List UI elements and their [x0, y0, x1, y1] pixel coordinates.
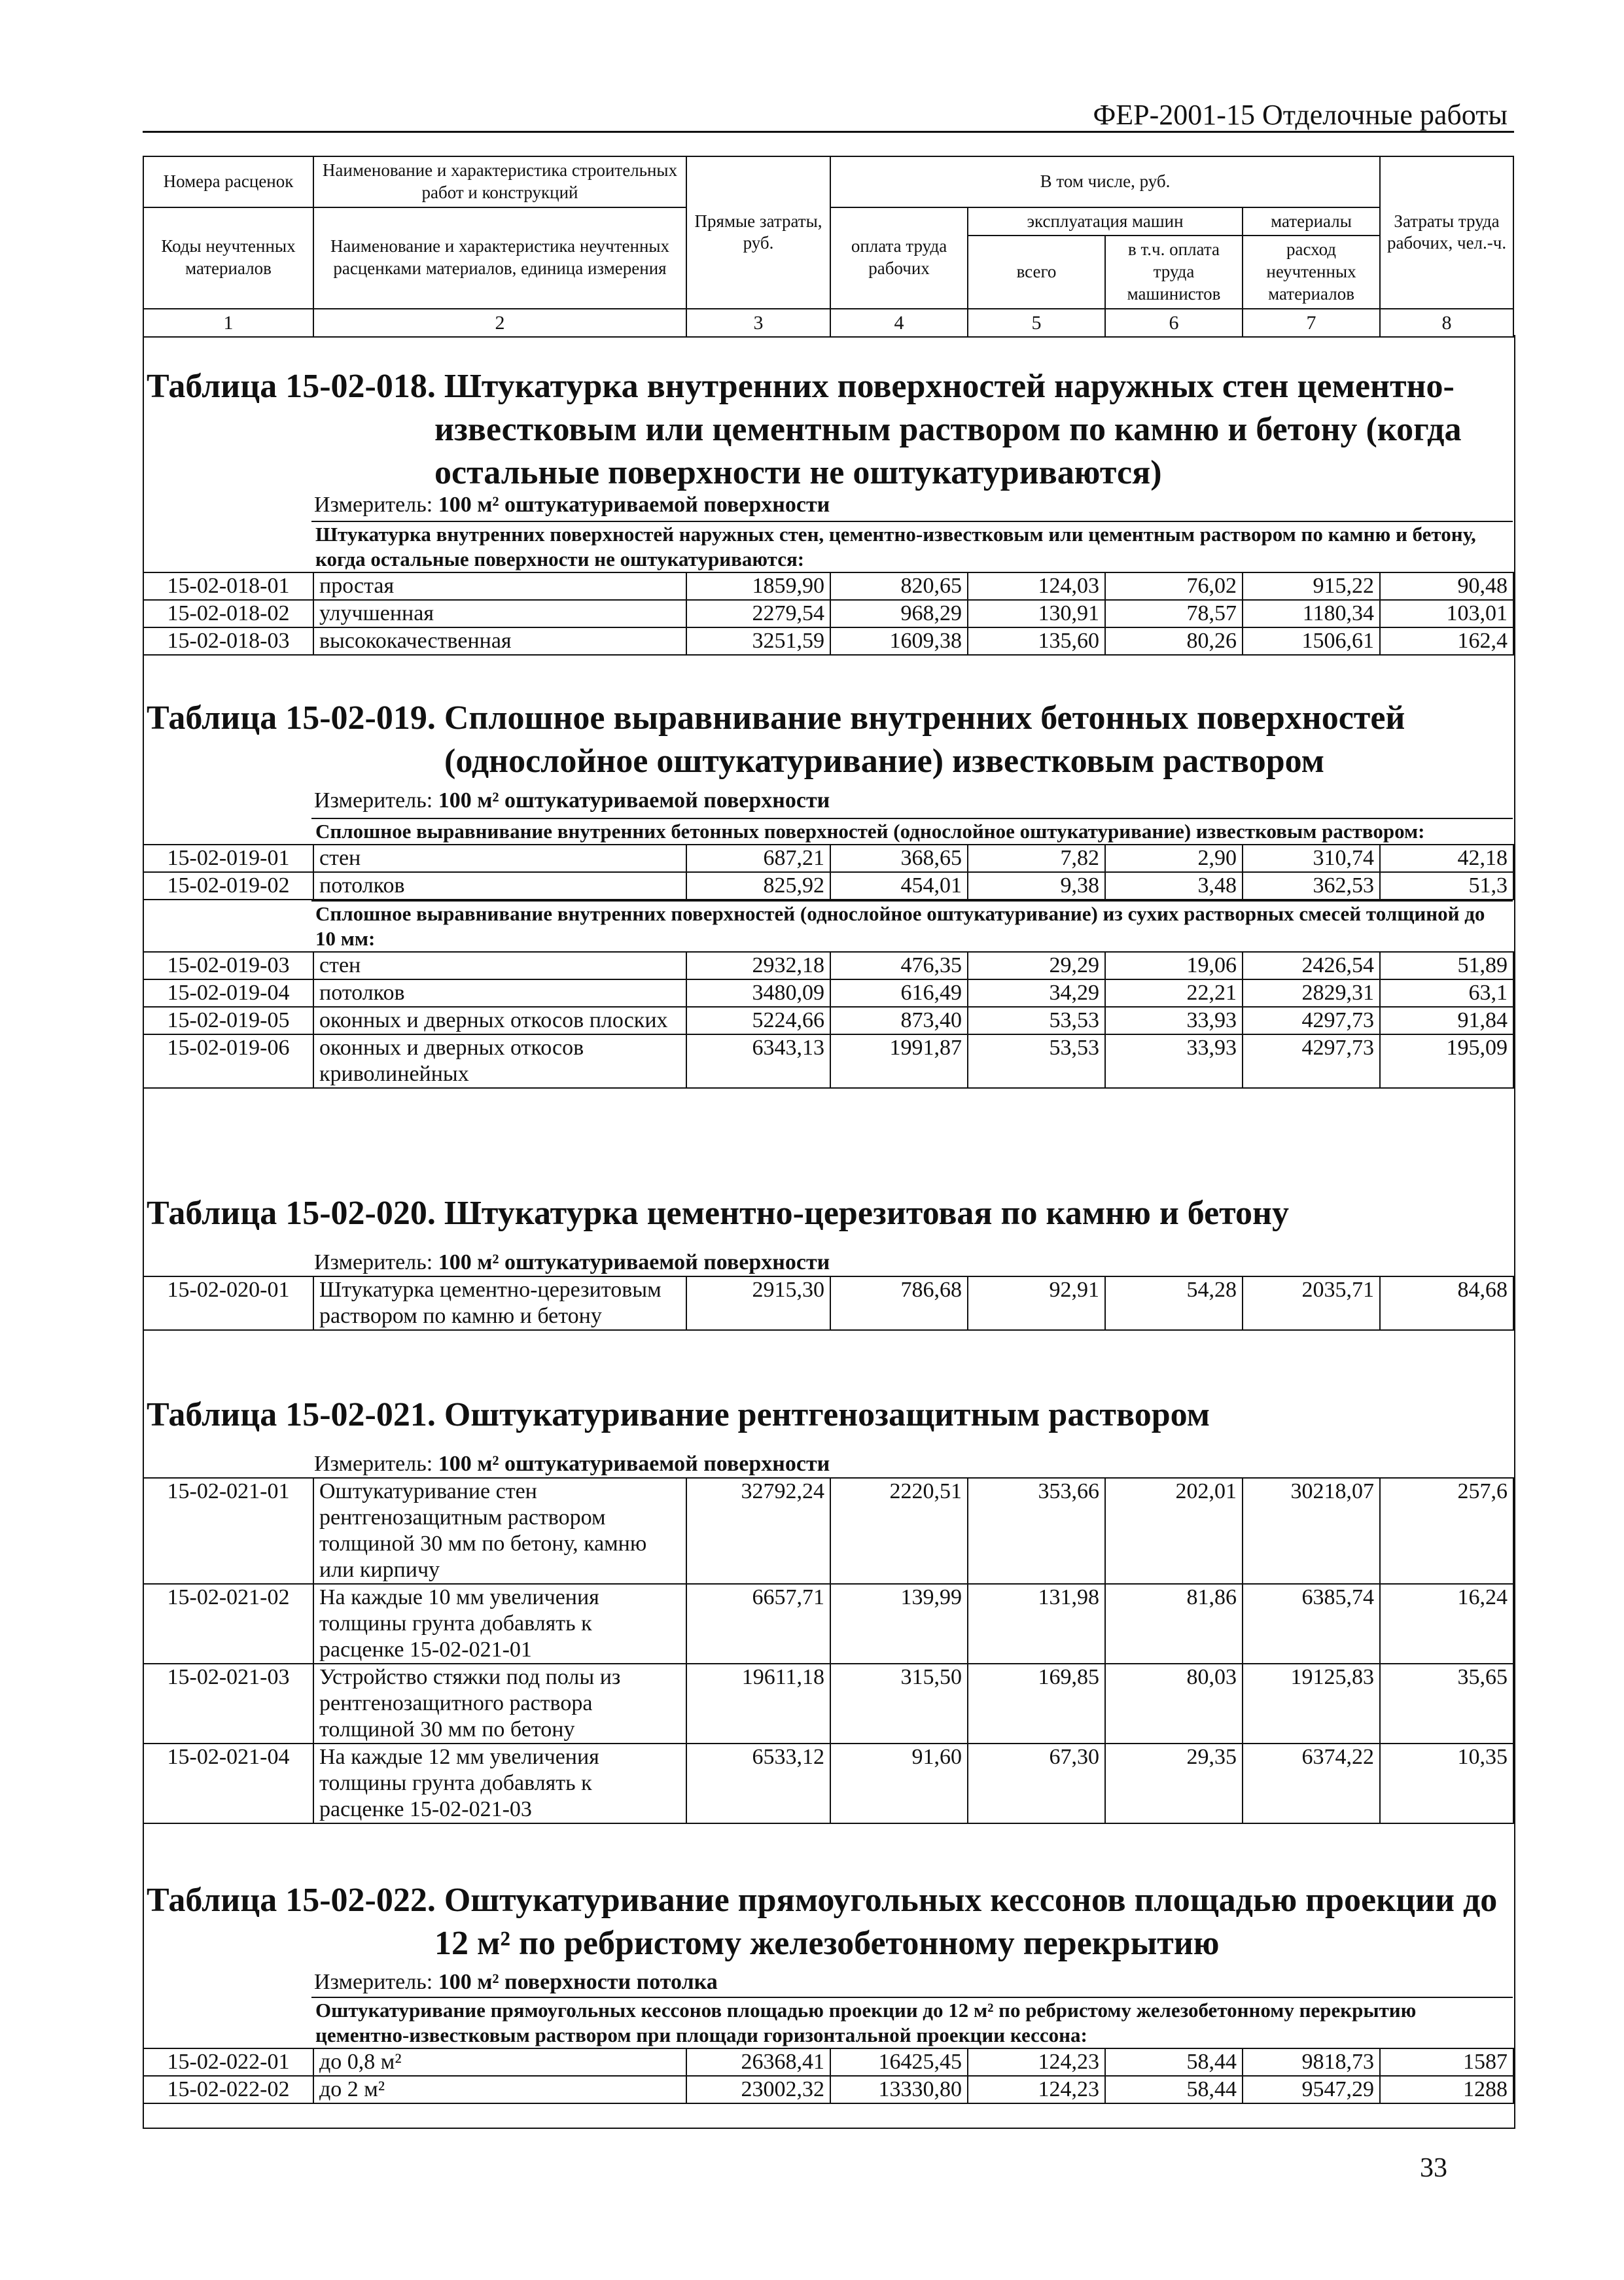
col-num-2: 2: [313, 309, 686, 338]
unit-label: Измеритель:: [314, 788, 438, 813]
cell-mach-labor: 58,44: [1105, 2076, 1243, 2103]
cell-code: 15-02-022-01: [143, 2048, 313, 2076]
unit-value: 100 м² оштукатуриваемой поверхности: [438, 493, 830, 517]
cell-direct: 26368,41: [686, 2048, 830, 2076]
table-row: [143, 572, 1513, 600]
unit-value: 100 м² оштукатуриваемой поверхности: [438, 1452, 830, 1476]
unit-label: Измеритель:: [314, 1970, 438, 1994]
cell-labor: 1609,38: [830, 627, 968, 655]
cell-mach: 131,98: [968, 1584, 1105, 1664]
cell-labor: 2220,51: [830, 1478, 968, 1584]
unit-label: Измеритель:: [314, 493, 438, 517]
cell-mach: 92,91: [968, 1276, 1105, 1330]
table-row: [143, 1478, 1513, 1584]
table-020-title: [147, 1192, 1289, 1235]
cell-hours: 1288: [1380, 2076, 1513, 2103]
cell-mach: 9,38: [968, 872, 1105, 900]
table-019-unit: [314, 788, 830, 814]
table-row: [143, 1034, 1513, 1088]
cell-name: Устройство стяжки под полы из рентгенозащитного раствора толщиной 30 мм по бетону: [313, 1664, 686, 1744]
cell-mach-labor: 22,21: [1105, 979, 1243, 1007]
cell-mach: 353,66: [968, 1478, 1105, 1584]
cell-mach-labor: 54,28: [1105, 1276, 1243, 1330]
cell-hours: 195,09: [1380, 1034, 1513, 1088]
cell-direct: 32792,24: [686, 1478, 830, 1584]
table-row: [143, 2076, 1513, 2103]
cell-labor: 1991,87: [830, 1034, 968, 1088]
group-heading: Сплошное выравнивание внутренних бетонных поверхностей (однослойное оштукатуривание) известковым раствором:: [311, 818, 1513, 844]
cell-mat: 4297,73: [1243, 1034, 1380, 1088]
table-018-title: [147, 365, 1461, 495]
cell-direct: 23002,32: [686, 2076, 830, 2103]
col-num-5: 5: [968, 309, 1105, 338]
title-line: Таблица 15-02-022. Оштукатуривание прямоугольных кессонов площадью проекции до: [147, 1882, 1498, 1919]
col-2-top: Наименование и характеристика строительных работ и конструкций: [313, 156, 686, 207]
title-line: остальные поверхности не оштукатуриваются): [434, 454, 1162, 491]
cell-code: 15-02-019-02: [143, 872, 313, 900]
cell-mach: 124,23: [968, 2076, 1105, 2103]
cell-code: 15-02-020-01: [143, 1276, 313, 1330]
cell-mach: 124,03: [968, 572, 1105, 600]
table-021-title: [147, 1394, 1210, 1437]
col-num-8: 8: [1380, 309, 1513, 338]
cell-labor: 786,68: [830, 1276, 968, 1330]
cell-labor: 16425,45: [830, 2048, 968, 2076]
table-018-unit: [314, 492, 830, 518]
group-heading: Штукатурка внутренних поверхностей наружных стен, цементно-известковым или цементным раствором по камню и бетону, когда остальные поверхности не оштукатуриваются:: [311, 521, 1513, 572]
table-row: [143, 872, 1513, 900]
cell-mach: 130,91: [968, 600, 1105, 627]
group-machines: эксплуатация машин: [968, 207, 1243, 236]
cell-labor: 368,65: [830, 845, 968, 872]
cell-name: Оштукатуривание стен рентгенозащитным раствором толщиной 30 мм по бетону, камню или кирпичу: [313, 1478, 686, 1584]
unit-value: 100 м² оштукатуриваемой поверхности: [438, 1250, 830, 1274]
table-row: [143, 2048, 1513, 2076]
title-line: известковым или цементным раствором по камню и бетону (когда: [434, 411, 1462, 448]
col-7: расход неучтенных материалов: [1243, 236, 1380, 308]
cell-direct: 3251,59: [686, 627, 830, 655]
cell-name: потолков: [313, 872, 686, 900]
cell-code: 15-02-019-01: [143, 845, 313, 872]
cell-labor: 91,60: [830, 1744, 968, 1823]
header-rule: [143, 131, 1514, 133]
cell-mat: 30218,07: [1243, 1478, 1380, 1584]
cell-mach-labor: 19,06: [1105, 952, 1243, 979]
table-020-unit: [314, 1250, 830, 1276]
cell-direct: 2279,54: [686, 600, 830, 627]
cell-mat: 2829,31: [1243, 979, 1380, 1007]
table-row: [143, 952, 1513, 979]
cell-hours: 16,24: [1380, 1584, 1513, 1664]
cell-mat: 19125,83: [1243, 1664, 1380, 1744]
cell-hours: 35,65: [1380, 1664, 1513, 1744]
table-row: [143, 1584, 1513, 1664]
cell-mach-labor: 3,48: [1105, 872, 1243, 900]
cell-direct: 687,21: [686, 845, 830, 872]
cell-labor: 454,01: [830, 872, 968, 900]
table-021-rows: [143, 1477, 1514, 1824]
cell-direct: 2915,30: [686, 1276, 830, 1330]
cell-code: 15-02-019-05: [143, 1007, 313, 1034]
cell-hours: 42,18: [1380, 845, 1513, 872]
cell-labor: 820,65: [830, 572, 968, 600]
col-num-3: 3: [686, 309, 830, 338]
table-020-rows: [143, 1276, 1514, 1331]
table-row: [143, 1276, 1513, 1330]
cell-labor: 139,99: [830, 1584, 968, 1664]
group-materials: материалы: [1243, 207, 1380, 236]
table-row: [143, 600, 1513, 627]
cell-mach-labor: 81,86: [1105, 1584, 1243, 1664]
col-num-4: 4: [830, 309, 968, 338]
table-022-body: [143, 1997, 1513, 2104]
cell-mach-labor: 33,93: [1105, 1034, 1243, 1088]
col-num-6: 6: [1105, 309, 1243, 338]
cell-mach: 67,30: [968, 1744, 1105, 1823]
table-020-body: [143, 1276, 1513, 1331]
unit-value: 100 м² оштукатуриваемой поверхности: [438, 788, 830, 813]
cell-mach: 135,60: [968, 627, 1105, 655]
cell-name: Штукатурка цементно-церезитовым раствором по камню и бетону: [313, 1276, 686, 1330]
cell-mach-labor: 33,93: [1105, 1007, 1243, 1034]
cell-code: 15-02-018-03: [143, 627, 313, 655]
table-018-rows: [143, 572, 1514, 656]
cell-name: стен: [313, 952, 686, 979]
table-019-body: [143, 818, 1513, 1089]
col-2-bottom: Наименование и характеристика неучтенных расценками материалов, единица измерения: [313, 207, 686, 309]
cell-mach: 53,53: [968, 1034, 1105, 1088]
title-line: Таблица 15-02-018. Штукатурка внутренних поверхностей наружных стен цементно-: [147, 368, 1455, 405]
cell-mach: 7,82: [968, 845, 1105, 872]
cell-name: потолков: [313, 979, 686, 1007]
cell-labor: 476,35: [830, 952, 968, 979]
running-header: ФЕР-2001-15 Отделочные работы: [1093, 99, 1508, 131]
cell-code: 15-02-022-02: [143, 2076, 313, 2103]
cell-mach: 29,29: [968, 952, 1105, 979]
table-021-unit: [314, 1451, 830, 1477]
cell-mat: 2426,54: [1243, 952, 1380, 979]
cell-mat: 6374,22: [1243, 1744, 1380, 1823]
table-row: [143, 1744, 1513, 1823]
cell-name: На каждые 10 мм увеличения толщины грунта добавлять к расценке 15-02-021-01: [313, 1584, 686, 1664]
cell-direct: 6343,13: [686, 1034, 830, 1088]
cell-direct: 1859,90: [686, 572, 830, 600]
cell-code: 15-02-021-03: [143, 1664, 313, 1744]
title-line: Таблица 15-02-021. Оштукатуривание рентгенозащитным раствором: [147, 1396, 1210, 1433]
cell-name: простая: [313, 572, 686, 600]
col-num-7: 7: [1243, 309, 1380, 338]
cell-hours: 162,4: [1380, 627, 1513, 655]
table-row: [143, 845, 1513, 872]
cell-hours: 84,68: [1380, 1276, 1513, 1330]
cell-name: оконных и дверных откосов плоских: [313, 1007, 686, 1034]
table-022-rows: [143, 2048, 1514, 2104]
column-header-table: [143, 156, 1514, 338]
group-incl: В том числе, руб.: [830, 156, 1380, 207]
cell-mat: 9818,73: [1243, 2048, 1380, 2076]
cell-mach-labor: 78,57: [1105, 600, 1243, 627]
col-1-top: Номера расценок: [143, 156, 313, 207]
cell-labor: 315,50: [830, 1664, 968, 1744]
cell-hours: 63,1: [1380, 979, 1513, 1007]
cell-hours: 90,48: [1380, 572, 1513, 600]
cell-labor: 13330,80: [830, 2076, 968, 2103]
cell-code: 15-02-019-03: [143, 952, 313, 979]
cell-mach-labor: 29,35: [1105, 1744, 1243, 1823]
table-019-rows-a: [143, 844, 1514, 900]
cell-mat: 310,74: [1243, 845, 1380, 872]
group-heading: Оштукатуривание прямоугольных кессонов площадью проекции до 12 м² по ребристому железобетонному перекрытию цементно-известковым раствором при площади горизонтальной проекции кессона:: [311, 1997, 1513, 2048]
cell-labor: 968,29: [830, 600, 968, 627]
cell-hours: 10,35: [1380, 1744, 1513, 1823]
table-019-title: [147, 697, 1405, 783]
cell-mat: 9547,29: [1243, 2076, 1380, 2103]
cell-direct: 19611,18: [686, 1664, 830, 1744]
table-row: [143, 1007, 1513, 1034]
cell-mat: 362,53: [1243, 872, 1380, 900]
cell-mat: 4297,73: [1243, 1007, 1380, 1034]
cell-name: оконных и дверных откосов криволинейных: [313, 1034, 686, 1088]
cell-name: На каждые 12 мм увеличения толщины грунта добавлять к расценке 15-02-021-03: [313, 1744, 686, 1823]
cell-code: 15-02-019-06: [143, 1034, 313, 1088]
cell-mach: 169,85: [968, 1664, 1105, 1744]
cell-hours: 51,89: [1380, 952, 1513, 979]
col-1-bottom: Коды неучтенных материалов: [143, 207, 313, 309]
col-4: оплата труда рабочих: [830, 207, 968, 309]
cell-code: 15-02-019-04: [143, 979, 313, 1007]
page-number: 33: [1420, 2153, 1447, 2183]
cell-hours: 103,01: [1380, 600, 1513, 627]
col-5: всего: [968, 236, 1105, 308]
title-line: Таблица 15-02-019. Сплошное выравнивание внутренних бетонных поверхностей: [147, 699, 1405, 737]
cell-mach-labor: 80,26: [1105, 627, 1243, 655]
cell-direct: 6657,71: [686, 1584, 830, 1664]
cell-mat: 2035,71: [1243, 1276, 1380, 1330]
cell-direct: 3480,09: [686, 979, 830, 1007]
cell-code: 15-02-021-02: [143, 1584, 313, 1664]
col-num-1: 1: [143, 309, 313, 338]
cell-labor: 873,40: [830, 1007, 968, 1034]
cell-direct: 2932,18: [686, 952, 830, 979]
cell-mat: 6385,74: [1243, 1584, 1380, 1664]
unit-value: 100 м² поверхности потолка: [438, 1970, 718, 1994]
cell-name: высококачественная: [313, 627, 686, 655]
cell-mach-labor: 80,03: [1105, 1664, 1243, 1744]
cell-mat: 1180,34: [1243, 600, 1380, 627]
cell-direct: 5224,66: [686, 1007, 830, 1034]
table-row: [143, 1664, 1513, 1744]
title-line: 12 м² по ребристому железобетонному перекрытию: [434, 1925, 1220, 1962]
cell-code: 15-02-021-04: [143, 1744, 313, 1823]
cell-code: 15-02-021-01: [143, 1478, 313, 1584]
cell-code: 15-02-018-01: [143, 572, 313, 600]
table-row: [143, 979, 1513, 1007]
cell-mat: 1506,61: [1243, 627, 1380, 655]
cell-hours: 1587: [1380, 2048, 1513, 2076]
cell-direct: 6533,12: [686, 1744, 830, 1823]
cell-mach: 34,29: [968, 979, 1105, 1007]
cell-mach: 124,23: [968, 2048, 1105, 2076]
table-022-unit: [314, 1969, 718, 1995]
table-018-body: [143, 521, 1513, 656]
cell-mach-labor: 202,01: [1105, 1478, 1243, 1584]
title-line: (однослойное оштукатуривание) известковым раствором: [444, 743, 1325, 780]
cell-mach-labor: 76,02: [1105, 572, 1243, 600]
unit-label: Измеритель:: [314, 1452, 438, 1476]
cell-name: до 2 м²: [313, 2076, 686, 2103]
cell-hours: 51,3: [1380, 872, 1513, 900]
cell-mach: 53,53: [968, 1007, 1105, 1034]
cell-mat: 915,22: [1243, 572, 1380, 600]
table-019-rows-b: [143, 951, 1514, 1089]
cell-labor: 616,49: [830, 979, 968, 1007]
col-6: в т.ч. оплата труда машинистов: [1105, 236, 1243, 308]
table-022-title: [147, 1879, 1497, 1965]
cell-name: стен: [313, 845, 686, 872]
cell-name: улучшенная: [313, 600, 686, 627]
cell-name: до 0,8 м²: [313, 2048, 686, 2076]
cell-hours: 257,6: [1380, 1478, 1513, 1584]
cell-code: 15-02-018-02: [143, 600, 313, 627]
group-heading: Сплошное выравнивание внутренних поверхностей (однослойное оштукатуривание) из сухих растворных смесей толщиной до 10 мм:: [311, 900, 1513, 951]
unit-label: Измеритель:: [314, 1250, 438, 1274]
title-line: Таблица 15-02-020. Штукатурка цементно-церезитовая по камню и бетону: [147, 1195, 1289, 1232]
cell-hours: 91,84: [1380, 1007, 1513, 1034]
table-row: [143, 627, 1513, 655]
col-3: Прямые затраты, руб.: [686, 156, 830, 309]
table-021-body: [143, 1477, 1513, 1824]
col-8: Затраты труда рабочих, чел.-ч.: [1380, 156, 1513, 309]
cell-mach-labor: 2,90: [1105, 845, 1243, 872]
cell-mach-labor: 58,44: [1105, 2048, 1243, 2076]
cell-direct: 825,92: [686, 872, 830, 900]
